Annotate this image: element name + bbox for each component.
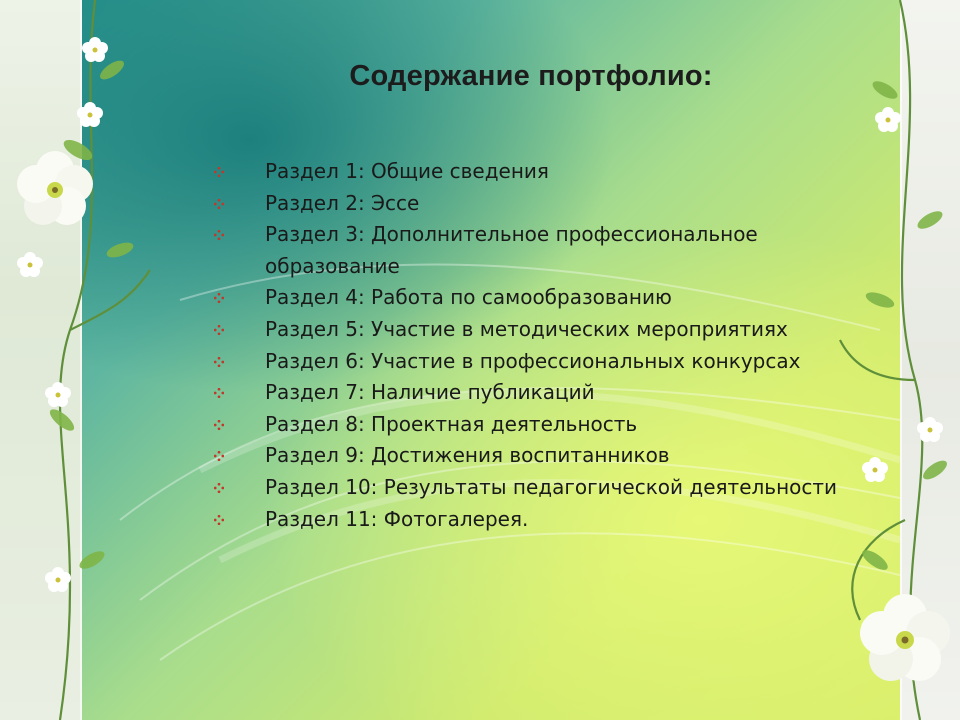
list-item xyxy=(212,472,892,504)
list-item xyxy=(212,188,892,220)
section-label: Раздел 9: Достижения воспитанников xyxy=(265,443,670,468)
list-item xyxy=(212,282,892,314)
sections-list-container xyxy=(212,156,892,535)
diamond-bullet-icon xyxy=(214,357,224,367)
section-label: Раздел 10: Результаты педагогической деятельности xyxy=(265,474,838,499)
diamond-bullet-icon xyxy=(214,325,224,335)
diamond-bullet-icon xyxy=(214,451,224,461)
section-label: Раздел 8: Проектная деятельность xyxy=(265,411,638,436)
sections-list xyxy=(212,156,892,535)
list-item xyxy=(212,346,892,378)
diamond-bullet-icon xyxy=(214,420,224,430)
section-label: Раздел 11: Фотогалерея. xyxy=(265,506,529,531)
diamond-bullet-icon xyxy=(214,483,224,493)
list-item xyxy=(212,377,892,409)
list-item xyxy=(212,156,892,188)
section-label: Раздел 7: Наличие публикаций xyxy=(265,380,595,405)
list-item xyxy=(212,440,892,472)
slide-title: Содержание портфолио: xyxy=(349,60,713,92)
diamond-bullet-icon xyxy=(214,199,224,209)
section-label: Раздел 2: Эссе xyxy=(265,190,420,215)
diamond-bullet-icon xyxy=(214,388,224,398)
diamond-bullet-icon xyxy=(214,167,224,177)
list-item xyxy=(212,219,892,282)
diamond-bullet-icon xyxy=(214,293,224,303)
list-item xyxy=(212,314,892,346)
section-label: Раздел 3: Дополнительное профессиональное образование xyxy=(265,222,758,278)
section-label: Раздел 1: Общие сведения xyxy=(265,159,549,183)
diamond-bullet-icon xyxy=(214,230,224,240)
section-label: Раздел 5: Участие в методических мероприятиях xyxy=(265,316,788,341)
section-label: Раздел 6: Участие в профессиональных конкурсах xyxy=(265,348,801,373)
diamond-bullet-icon xyxy=(214,515,224,525)
list-item xyxy=(212,504,892,536)
list-item xyxy=(212,409,892,441)
section-label: Раздел 4: Работа по самообразованию xyxy=(265,285,672,310)
